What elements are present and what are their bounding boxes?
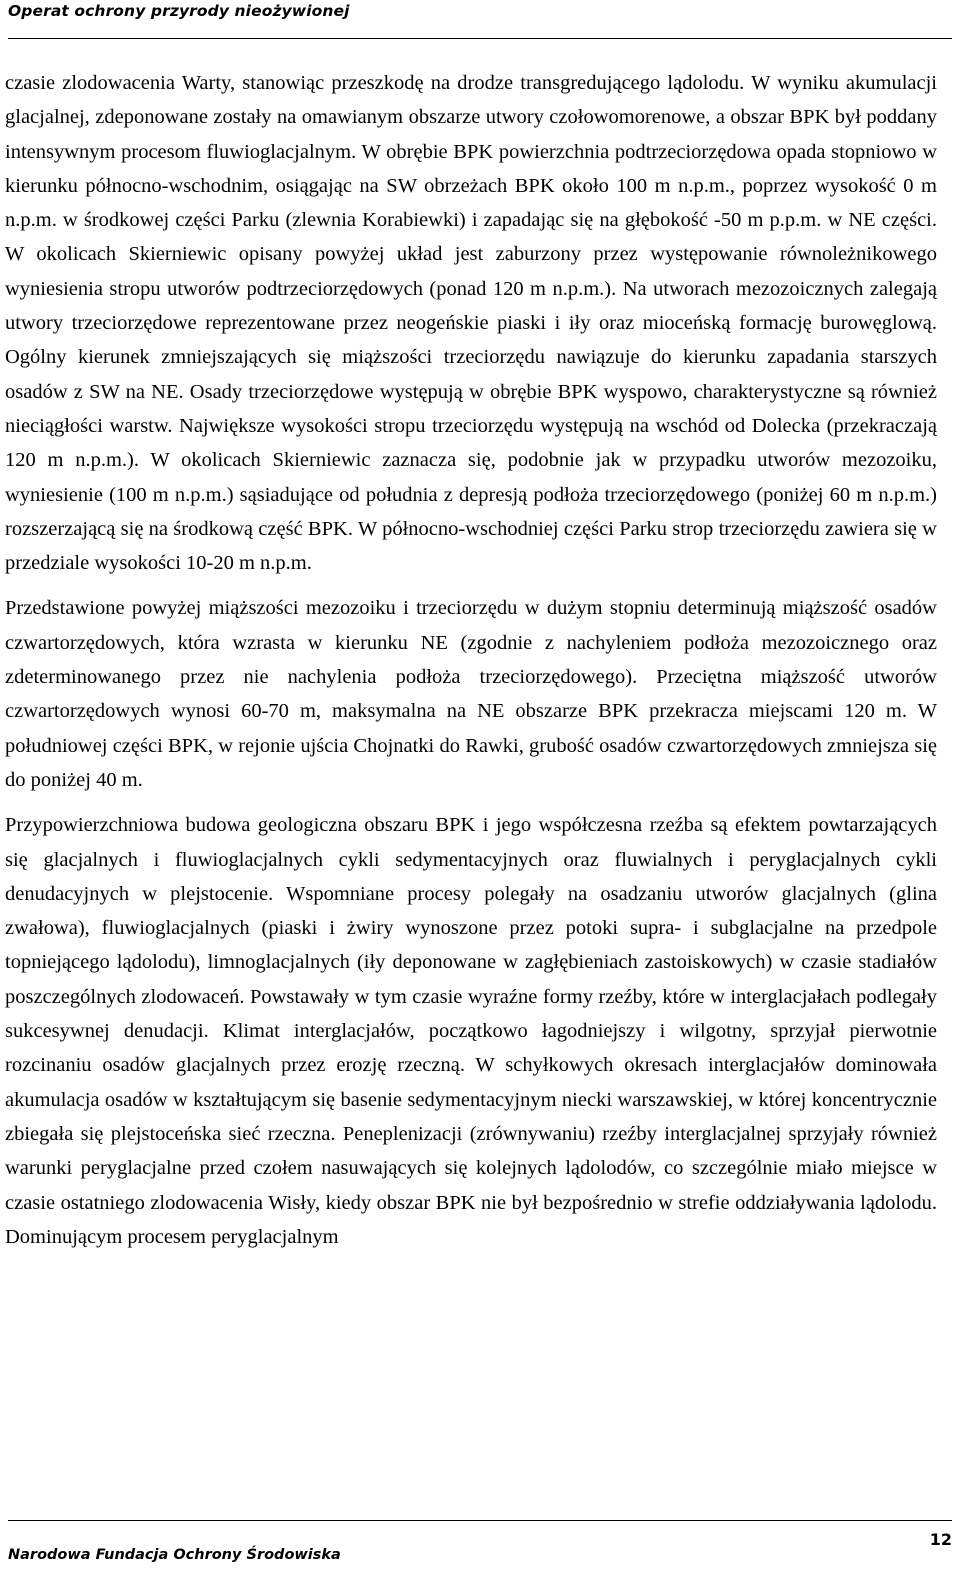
paragraph: Przypowierzchniowa budowa geologiczna obszaru BPK i jego współczesna rzeźba są efektem powtarzających się glacjalnych i fluwioglacjalnych cykli sedymentacyjnych oraz fluwialnych i peryglacjalnych cykli denudacyjnych w plejstocenie. Wspomniane procesy polegały na osadzaniu utworów glacjalnych (glina zwałowa), fluwioglacjalnych (piaski i żwiry wynoszone przez potoki supra- i subglacjalne na przedpole topniejącego lądolodu), limnoglacjalnych (iły deponowane w zagłębieniach zastoiskowych) w czasie stadiałów poszczególnych zlodowaceń. Powstawały w tym czasie wyraźne formy rzeźby, które w interglacjałach podlegały sukcesywnej denudacji. Klimat interglacjałów, początkowo łagodniejszy i wilgotny, sprzyjał pierwotnie rozcinaniu osadów glacjalnych przez erozję rzeczną. W schyłkowych okresach interglacjałów dominowała akumulacja osadów w kształtującym się basenie sedymentacyjnym niecki warszawskiej, w której koncentrycznie zbiegała się plejstoceńska sieć rzeczna. Peneplenizacji (zrównywaniu) rzeźby interglacjalnej sprzyjały również warunki peryglacjalne przed czołem nasuwających się kolejnych lądolodów, co szczególnie miało miejsce w czasie ostatniego zlodowacenia Wisły, kiedy obszar BPK nie był bezpośrednio w strefie oddziaływania lądolodu. Dominującym procesem peryglacjalnym	[5, 814, 937, 1248]
paragraph: Przedstawione powyżej miąższości mezozoiku i trzeciorzędu w dużym stopniu determinują miąższość osadów czwartorzędowych, która wzrasta w kierunku NE (zgodnie z nachyleniem podłoża mezozoicznego oraz zdeterminowanego przez nie nachylenia podłoża trzeciorzędowego). Przeciętna miąższość utworów czwartorzędowych wynosi 60-70 m, maksymalna na NE obszarze BPK przekracza miejscami 120 m. W południowej części BPK, w rejonie ujścia Chojnatki do Rawki, grubość osadów czwartorzędowych zmniejsza się do poniżej 40 m.	[5, 597, 937, 791]
page-number: 12	[929, 1530, 952, 1549]
footer-divider	[8, 1520, 952, 1521]
paragraph: czasie zlodowacenia Warty, stanowiąc przeszkodę na drodze transgredującego lądolodu. W wyniku akumulacji glacjalnej, zdeponowane zostały na omawianym obszarze utwory czołowomorenowe, a obszar BPK był poddany intensywnym procesom fluwioglacjalnym. W obrębie BPK powierzchnia podtrzeciorzędowa opada stopniowo w kierunku północno-wschodnim, osiągając na SW obrzeżach BPK około 100 m n.p.m., poprzez wysokość 0 m n.p.m. w środkowej części Parku (zlewnia Korabiewki) i zapadając się na głębokość -50 m p.p.m. w NE części. W okolicach Skierniewic opisany powyżej układ jest zaburzony przez występowanie równoleżnikowego wyniesienia stropu utworów podtrzeciorzędowych (ponad 120 m n.p.m.). Na utworach mezozoicznych zalegają utwory trzeciorzędowe reprezentowane przez neogeńskie piaski i iły oraz mioceńską formację burowęglową. Ogólny kierunek zmniejszających się miąższości trzeciorzędu nawiązuje do kierunku zapadania starszych osadów z SW na NE. Osady trzeciorzędowe występują w obrębie BPK wyspowo, charakterystyczne są również nieciągłości warstw. Największe wysokości stropu trzeciorzędu występują na wschód od Dolecka (przekraczają 120 m n.p.m.). W okolicach Skierniewic zaznacza się, podobnie jak w przypadku utworów mezozoiku, wyniesienie (100 m n.p.m.) sąsiadujące od południa z depresją podłoża trzeciorzędowego (poniżej 60 m n.p.m.) rozszerzającą się na środkową część BPK. W północno-wschodniej części Parku strop trzeciorzędu zawiera się w przedziale wysokości 10-20 m n.p.m.	[5, 72, 937, 575]
header-divider	[8, 38, 952, 39]
body-text	[5, 66, 937, 1254]
footer-organization: Narodowa Fundacja Ochrony Środowiska	[8, 1547, 341, 1563]
running-header: Operat ochrony przyrody nieożywionej	[8, 2, 350, 20]
